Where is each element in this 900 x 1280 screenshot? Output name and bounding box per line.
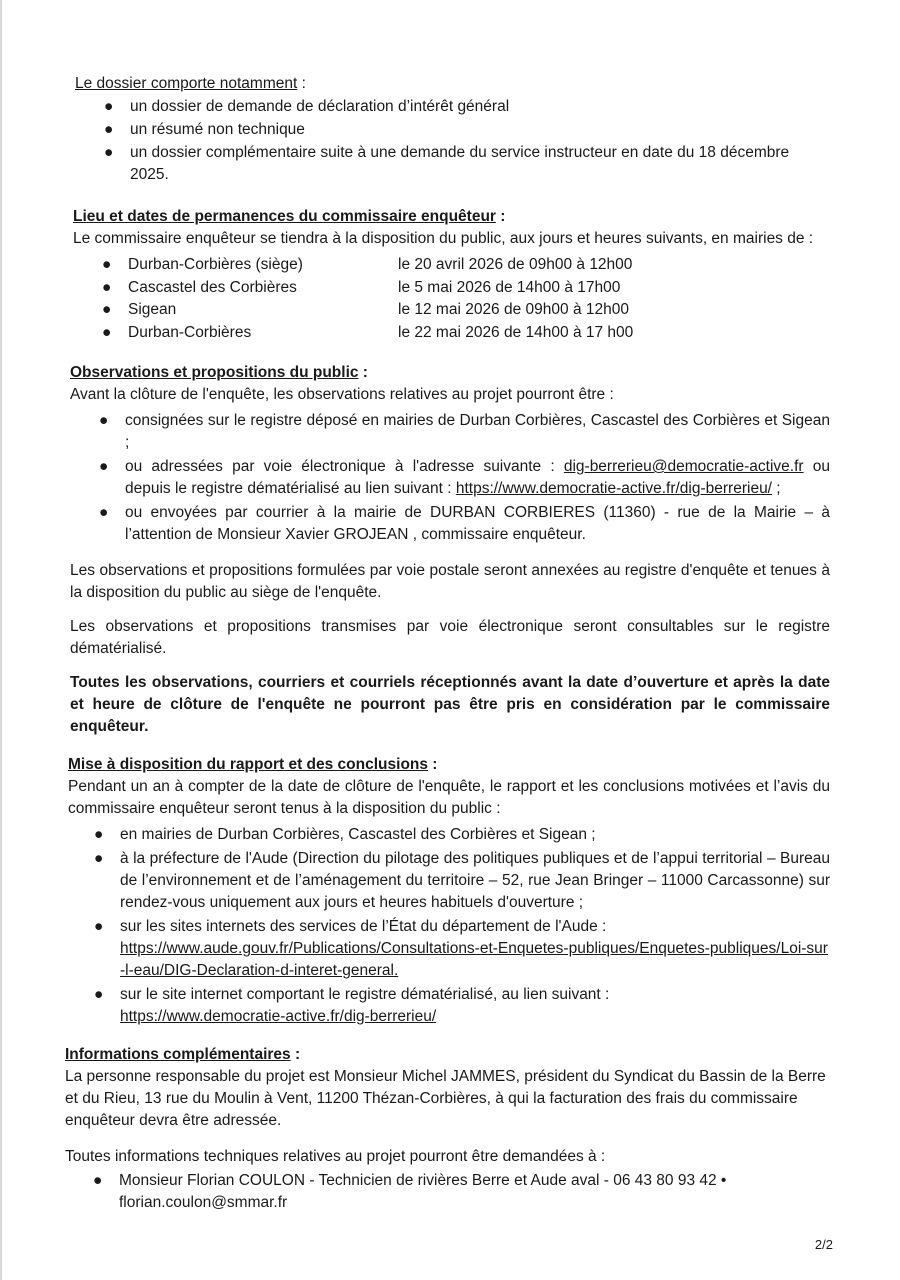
date: le 5 mai 2026 de 14h00 à 17h00 [398, 278, 621, 296]
bullet-icon: ● [94, 850, 104, 867]
section-heading: Informations complémentaires [65, 1046, 291, 1063]
date: le 22 mai 2026 de 14h00 à 17 h00 [398, 323, 634, 341]
list-item [99, 410, 830, 454]
section-heading: Le dossier comporte notamment [75, 75, 298, 92]
permanences-section [73, 206, 830, 344]
bullet-icon: ● [94, 918, 104, 935]
schedule-row [102, 299, 830, 322]
schedule-row [102, 277, 830, 300]
bullet-icon: ● [102, 278, 112, 296]
list-item [104, 96, 830, 118]
list-item [94, 984, 830, 1028]
observations-section [70, 362, 830, 738]
list-item [94, 916, 830, 982]
item-text: un résumé non technique [130, 121, 305, 138]
paragraph: Les observations et propositions formulées par voie postale seront annexées au registre d'enquête et tenues à la disposition du public au siège de l'enquête. [70, 562, 830, 601]
bullet-icon: ● [99, 458, 109, 475]
intro-text: Pendant un an à compter de la date de clôture de l'enquête, le rapport et les conclusions motivées et l’avis du commissaire enquêteur seront tenus à la disposition du public : [68, 778, 830, 817]
item-text: ; [772, 480, 781, 497]
email-link[interactable]: dig-berrerieu@democratie-active.fr [563, 458, 804, 475]
colon: : [428, 756, 438, 773]
section-heading: Mise à disposition du rapport et des conclusions [68, 756, 428, 773]
item-text: à la préfecture de l'Aude (Direction du pilotage des politiques publiques et de l’appui territorial – Bureau de l’environnement et de l’aménagement du territoire – 52, rue Jean Bringer – 11000 Carcassonne) sur rendez-vous uniquement aux jours et heures habituels d'ouverture ; [120, 850, 830, 911]
item-text: consignées sur le registre déposé en mairies de Durban Corbières, Cascastel des Corbières et Sigean ; [125, 412, 830, 451]
list-item [104, 119, 830, 141]
item-text: ou envoyées par courrier à la mairie de DURBAN CORBIERES (11360) - rue de la Mairie – à l’attention de Monsieur Xavier GROJEAN , commissaire enquêteur. [125, 504, 830, 543]
place: Cascastel des Corbières [128, 278, 297, 296]
warning-paragraph: Toutes les observations, courriers et courriels réceptionnés avant la date d’ouverture et après la date et heure de clôture de l'enquête ne pourront pas être pris en considération par le commissaire enquêteur. [70, 674, 830, 735]
section-heading: Lieu et dates de permanences du commissaire enquêteur [73, 208, 496, 225]
item-text: un dossier complémentaire suite à une demande du service instructeur en date du 18 décembre 2025. [130, 144, 790, 183]
infos-section [65, 1044, 830, 1214]
place: Sigean [128, 301, 177, 318]
dossier-section [75, 73, 830, 186]
prefecture-link[interactable]: https://www.aude.gouv.fr/Publications/Consultations-et-Enquetes-publiques/Enquetes-publiques/Loi-sur-l-eau/DIG-Declaration-d-interet-general. [120, 940, 828, 979]
scan-edge [0, 0, 2, 1280]
bullet-icon: ● [99, 504, 109, 521]
item-text: un dossier de demande de déclaration d’intérêt général [130, 98, 510, 115]
colon: : [290, 1046, 301, 1063]
list-item [94, 848, 830, 914]
item-text: sur les sites internets des services de l’État du département de l'Aude : [120, 918, 607, 935]
item-text: en mairies de Durban Corbières, Cascastel des Corbières et Sigean ; [120, 826, 596, 843]
bullet-icon: ● [94, 826, 104, 843]
bullet-icon: ● [102, 323, 112, 341]
colon: : [297, 75, 306, 92]
bullet-icon: ● [93, 1172, 103, 1189]
registry-link[interactable]: https://www.democratie-active.fr/dig-berrerieu/ [455, 480, 772, 497]
colon: : [495, 208, 506, 225]
intro-text: Avant la clôture de l'enquête, les observations relatives au projet pourront être : [70, 386, 614, 403]
paragraph: Toutes informations techniques relatives au projet pourront être demandées à : [65, 1148, 606, 1165]
list-item [99, 502, 830, 546]
schedule-row [102, 254, 830, 277]
schedule-row [102, 322, 830, 345]
list-item [99, 456, 830, 500]
section-heading: Observations et propositions du public [70, 364, 359, 381]
place: Durban-Corbières (siège) [128, 256, 303, 273]
intro-text: Le commissaire enquêteur se tiendra à la disposition du public, aux jours et heures suivants, en mairies de : [73, 230, 814, 247]
bullet-icon: ● [102, 301, 112, 318]
paragraph: Les observations et propositions transmises par voie électronique seront consultables sur le registre dématérialisé. [70, 618, 830, 657]
bullet-icon: ● [104, 98, 114, 115]
list-item [93, 1170, 830, 1214]
bullet-icon: ● [94, 986, 104, 1003]
contact-text: Monsieur Florian COULON - Technicien de rivières Berre et Aude aval - 06 43 80 93 42 • florian.coulon@smmar.fr [119, 1172, 727, 1211]
bullet-icon: ● [99, 412, 109, 429]
list-item [104, 142, 830, 186]
bullet-icon: ● [104, 121, 114, 138]
rapport-section [68, 754, 830, 1028]
item-text: ou adressées par voie électronique à l'adresse suivante : [125, 458, 564, 475]
date: le 12 mai 2026 de 09h00 à 12h00 [398, 301, 629, 318]
item-text: ou depuis le registre dématérialisé au lien suivant : [125, 458, 830, 497]
list-item [94, 824, 830, 846]
schedule-list [102, 254, 830, 344]
bullet-icon: ● [102, 256, 112, 273]
page-number: 2/2 [814, 1237, 833, 1252]
colon: : [358, 364, 368, 381]
place: Durban-Corbières [128, 323, 252, 341]
date: le 20 avril 2026 de 09h00 à 12h00 [398, 256, 633, 273]
bullet-icon: ● [104, 144, 114, 161]
paragraph: La personne responsable du projet est Monsieur Michel JAMMES, président du Syndicat du Bassin de la Berre et du Rieu, 13 rue du Moulin à Vent, 11200 Thézan-Corbières, à qui la facturation des frais du commissaire enquêteur devra être adressée. [65, 1068, 826, 1129]
registry-link[interactable]: https://www.democratie-active.fr/dig-berrerieu/ [120, 1008, 437, 1025]
item-text: sur le site internet comportant le registre dématérialisé, au lien suivant : [120, 986, 610, 1003]
